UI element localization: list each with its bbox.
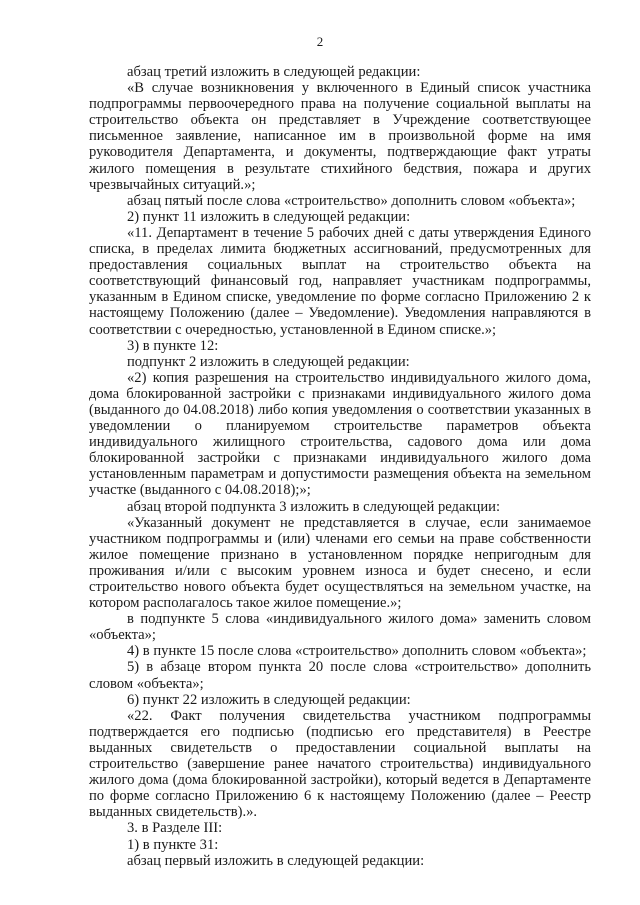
paragraph-12: 4) в пункте 15 после слова «строительство» дополнить словом «объекта»; [127,643,587,660]
paragraph-4: 2) пункт 11 изложить в следующей редакции: [127,208,411,225]
paragraph-18: абзац первый изложить в следующей редакции: [127,852,425,869]
page-number: 2 [316,34,324,49]
paragraph-1: абзац третий изложить в следующей редакции: [127,64,421,80]
paragraph-2: «В случае возникновения у включенного в Единый список участника подпрограммы первоочередного права на получение социальной выплаты на строительство объекта он представляет в Учреждение соответствующее письменное заявление, написанное им в произвольной форме на имя руководителя Департамента, и документы, подтверждающие факт утраты жилого помещения в результате стихийного бедствия, пожара и других чрезвычайных ситуаций.»; [89,80,591,193]
document-body [89,64,591,869]
paragraph-3: абзац пятый после слова «строительство» дополнить словом «объекта»; [127,192,576,209]
paragraph-10: «Указанный документ не представляется в случае, если занимаемое участником подпрограммы и (или) членами его семьи на праве собственности жилое помещение признано в установленном порядке непригодным для проживания и/или с высоким уровнем износа и будет снесено, и если строительство нового объекта будет осуществляться на земельном участке, на котором располагалось такое жилое помещение.»; [89,514,591,612]
paragraph-13: 5) в абзаце втором пункта 20 после слова «строительство» дополнить словом «объекта»; [89,659,591,692]
paragraph-6: 3) в пункте 12: [127,337,219,354]
paragraph-8: «2) копия разрешения на строительство индивидуального жилого дома, дома блокированной застройки с признаками индивидуального жилого дома (выданного до 04.08.2018) либо копия уведомления о соответствии указанных в уведомлении о планируемом строительстве параметров объекта индивидуального жилищного строительства, садового дома или дома блокированной застройки с признаками индивидуального жилого дома установленным параметрам и допустимости размещения объекта на земельном участке (выданного с 04.08.2018);»; [89,369,591,499]
paragraph-16: 3. в Разделе III: [127,820,223,837]
paragraph-11: в подпункте 5 слова «индивидуального жилого дома» заменить словом «объекта»; [89,611,591,644]
paragraph-5: «11. Департамент в течение 5 рабочих дней с даты утверждения Единого списка, в пределах лимита бюджетных ассигнований, предусмотренных для предоставления социальных выплат на строительство объекта на соответствующий финансовый год, направляет участникам подпрограммы, указанным в Едином списке, уведомление по форме согласно Приложению 2 к настоящему Положению (далее – Уведомление). Уведомления направляются в соответствии с очередностью, установленной в Едином списке.»; [89,224,591,338]
paragraph-15: «22. Факт получения свидетельства участником подпрограммы подтверждается его подписью (подписью его представителя) в Реестре выданных свидетельств о предоставлении социальной выплаты на строительство (завершение ранее начатого строительства) индивидуального жилого дома (дома блокированной застройки), который ведется в Департаменте по форме согласно Приложению 6 к настоящему Положению (далее – Реестр выданных свидетельств).». [89,707,591,821]
paragraph-17: 1) в пункте 31: [127,836,219,853]
paragraph-14: 6) пункт 22 изложить в следующей редакции: [127,691,411,708]
paragraph-9: абзац второй подпункта 3 изложить в следующей редакции: [127,498,501,515]
paragraph-7: подпункт 2 изложить в следующей редакции: [127,353,410,370]
